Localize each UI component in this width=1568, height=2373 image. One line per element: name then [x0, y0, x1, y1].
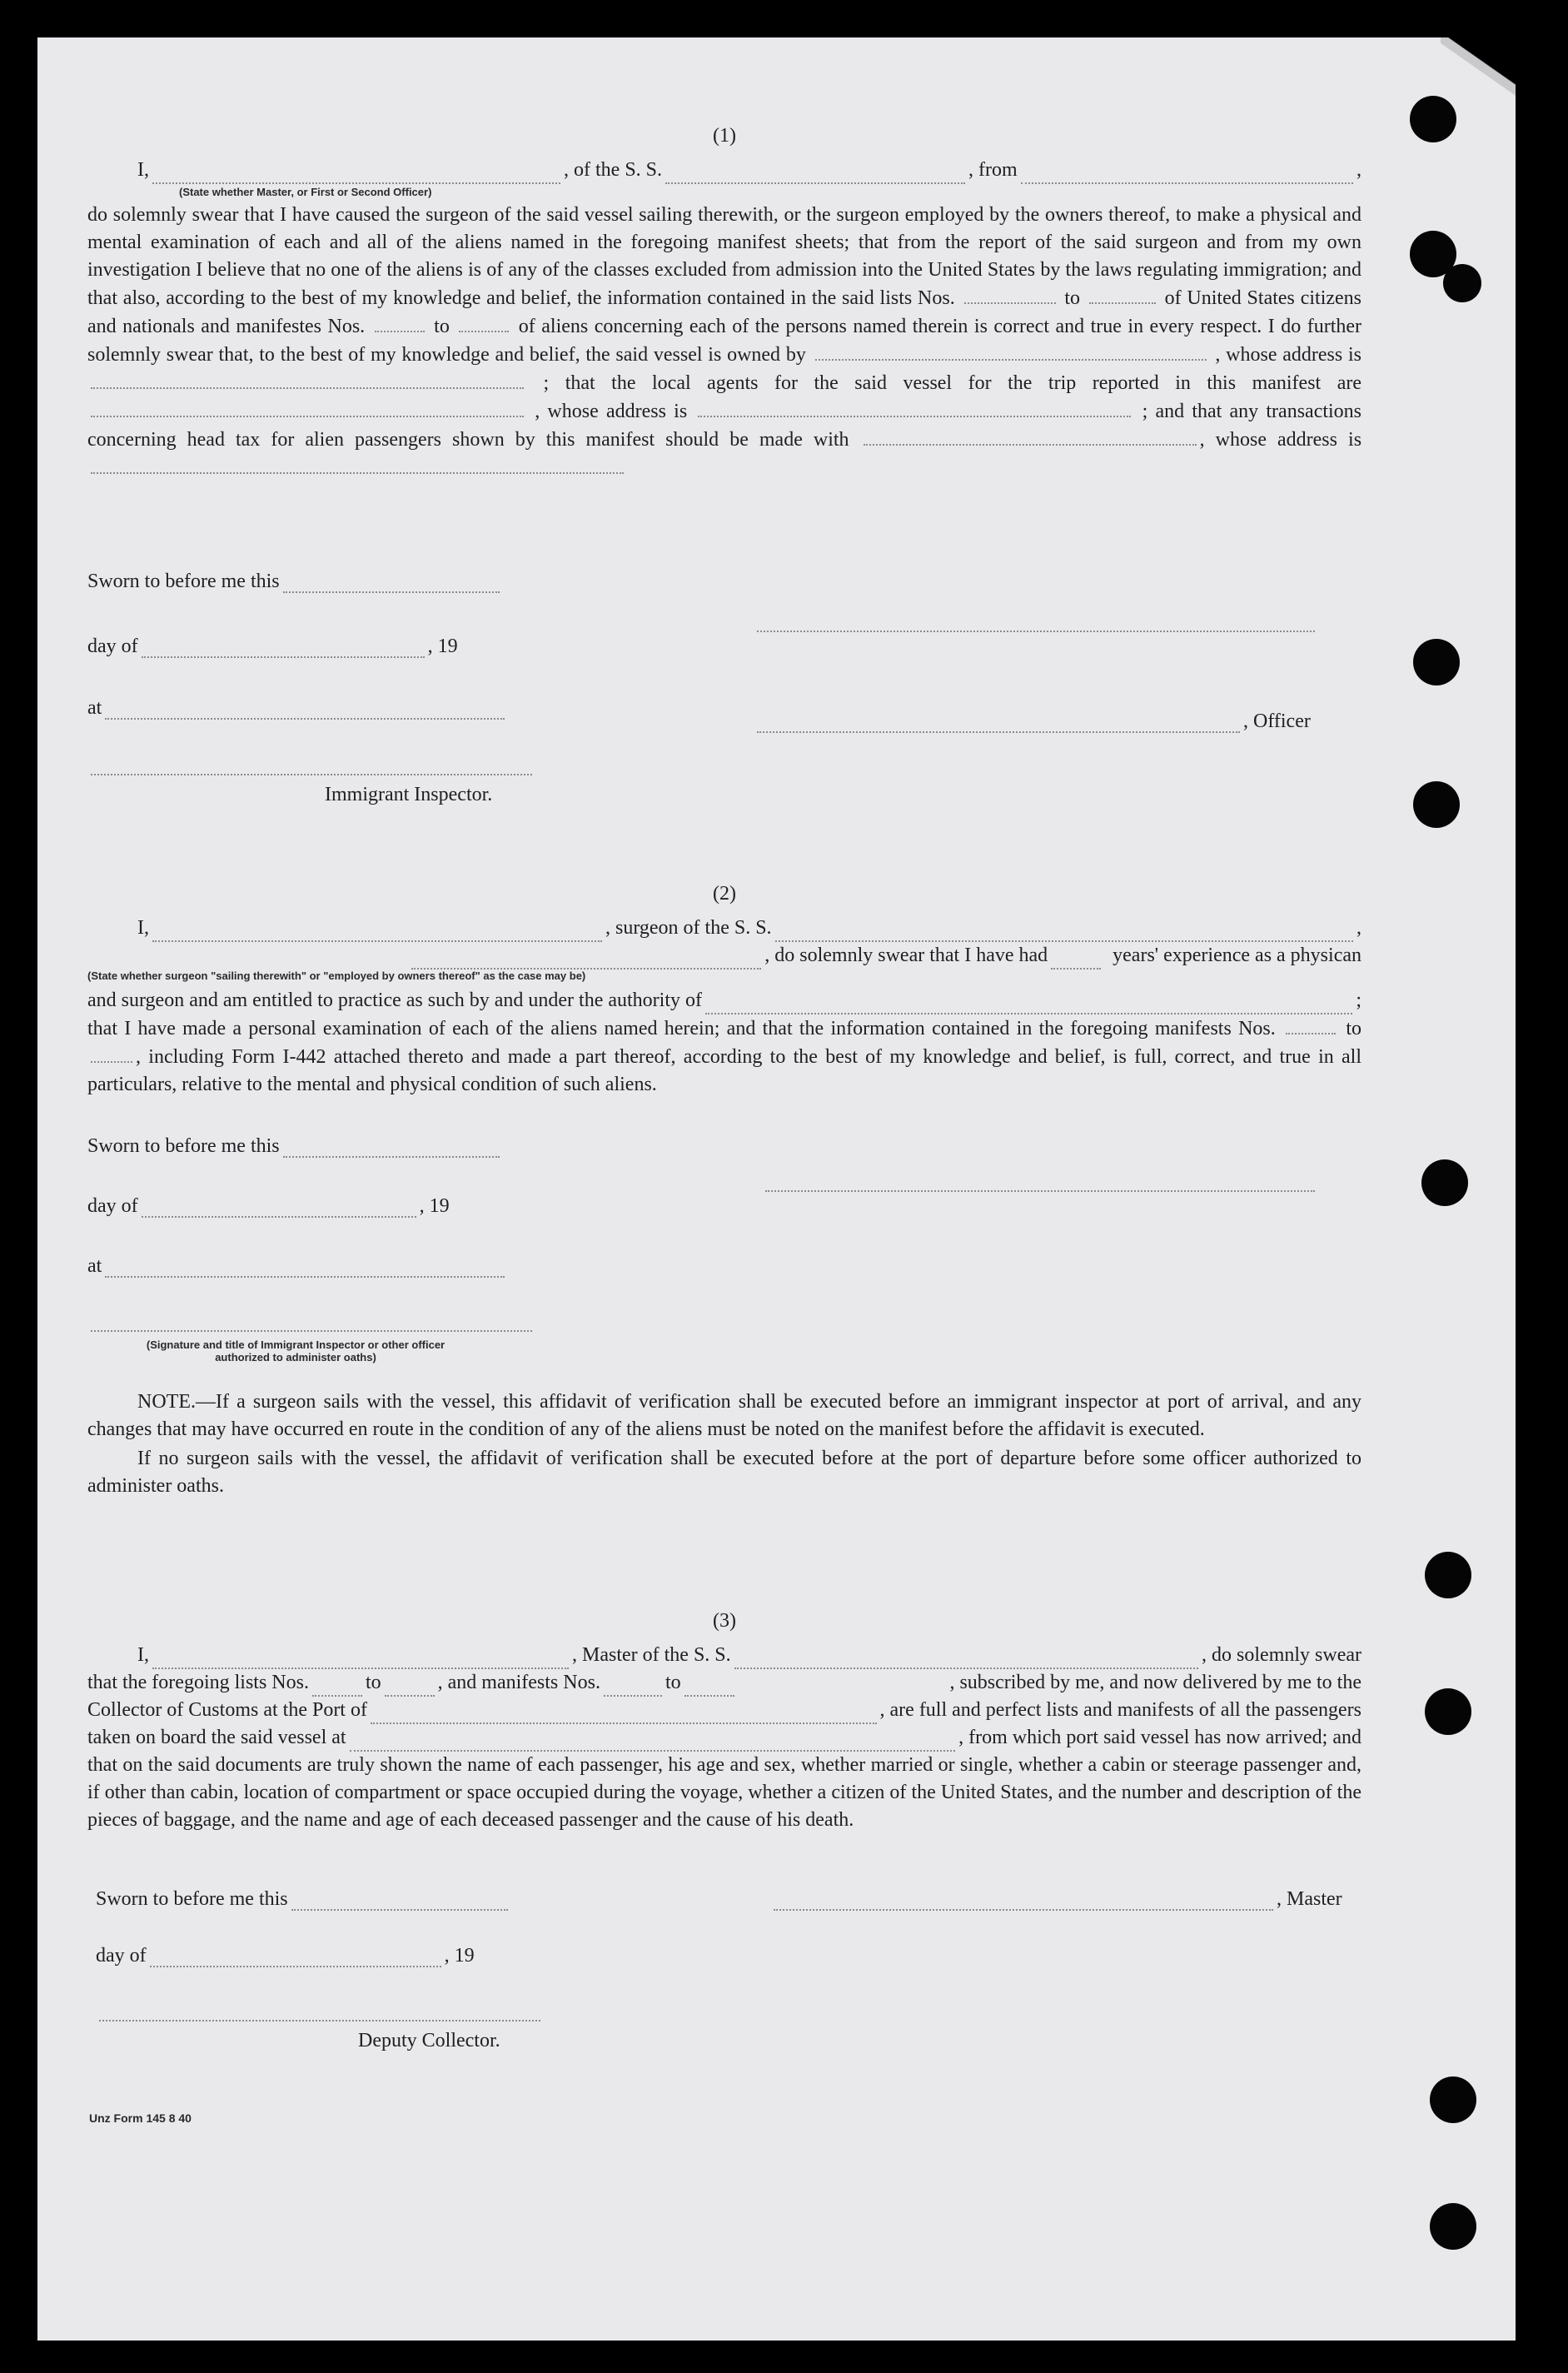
lists-line: that the foregoing lists Nos. to , and manifests Nos. to , subscribed by me, and now delivered by me to the: [87, 1669, 1361, 1697]
years-field[interactable]: [1051, 950, 1101, 970]
inspector-sig-field[interactable]: [91, 755, 532, 775]
signature-field[interactable]: [757, 612, 1315, 632]
surgeon-signature-field[interactable]: [765, 1172, 1315, 1192]
inspector-sig-field[interactable]: [91, 1312, 532, 1332]
lists-to-field[interactable]: [385, 1677, 435, 1697]
lists-from-field[interactable]: [964, 284, 1056, 304]
label: ,: [1356, 159, 1361, 181]
port-field[interactable]: [371, 1704, 877, 1724]
departure-port-field[interactable]: [350, 1732, 956, 1752]
binder-hole: [1443, 264, 1481, 302]
role-note: (State whether surgeon "sailing therewith" or "employed by owners thereof" as the case may be): [87, 970, 586, 982]
inspector-sig-line: [87, 755, 535, 775]
surgeon-signature-line: [762, 1172, 1318, 1192]
owner-field[interactable]: [815, 341, 1207, 361]
surgeon-line: I, , surgeon of the S. S. ,: [87, 915, 1361, 942]
section-2-affidavit-surgeon: [87, 880, 1361, 1099]
master-name-field[interactable]: [152, 1649, 569, 1669]
note-paragraph: If no surgeon sails with the vessel, the affidavit of verification shall be executed before at the port of departure before some officer authorized to administer oaths.: [87, 1448, 1361, 1497]
vessel-field[interactable]: [734, 1649, 1198, 1669]
note-block: [87, 1388, 1361, 1500]
sworn-line-3: Sworn to before me this: [96, 1888, 511, 1911]
officer-line: , Officer: [754, 710, 1311, 733]
deputy-title: Deputy Collector.: [358, 2030, 500, 2051]
signature-note: (Signature and title of Immigrant Inspector or other officer authorized to administer oaths): [146, 1339, 446, 1363]
master-signature-line: , Master: [770, 1888, 1342, 1911]
place-field[interactable]: [105, 1258, 505, 1278]
taken-line: taken on board the said vessel at , from which port said vessel has now arrived; and: [87, 1724, 1361, 1752]
experience-line: , do solemnly swear that I have had years' experience as a physican: [87, 942, 1361, 970]
master-line: I, , Master of the S. S. , do solemnly swear: [87, 1642, 1361, 1669]
binder-hole: [1421, 1159, 1468, 1206]
binder-hole: [1430, 2203, 1476, 2250]
paragraph: that on the said documents are truly shown the name of each passenger, his age and sex, whether married or single, whether a cabin or steerage passenger and, if other than cabin, location of compartment or space occupied during the voyage, whether a citizen of the United States, and the number and description of the pieces of baggage, and the name and age of each deceased passenger and the cause of his death.: [87, 1754, 1361, 1831]
binder-hole: [1425, 1688, 1471, 1735]
master-line: [87, 157, 1361, 184]
form-number: Unz Form 145 8 40: [89, 2111, 192, 2125]
torn-corner: [1441, 37, 1516, 96]
binder-hole: [1410, 96, 1456, 142]
name-field[interactable]: [152, 164, 560, 184]
binder-hole: [1425, 1552, 1471, 1598]
sworn-line-2: Sworn to before me this: [87, 1135, 503, 1158]
signature-line: [754, 612, 1318, 632]
section-number: (1): [713, 125, 736, 147]
deputy-sig-line: [96, 2002, 544, 2022]
binder-hole: [1413, 639, 1460, 685]
master-signature-field[interactable]: [774, 1891, 1273, 1911]
binder-hole: [1413, 781, 1460, 828]
month-field[interactable]: [142, 1198, 416, 1218]
surgeon-type-field[interactable]: [411, 950, 761, 970]
authority-line: and surgeon and am entitled to practice as such by and under the authority of ;: [87, 987, 1361, 1015]
inspector-sig-line-2: [87, 1312, 535, 1332]
section-number: (3): [713, 1610, 736, 1632]
day-of-line-1: day of , 19: [87, 636, 458, 657]
month-field[interactable]: [142, 638, 425, 658]
binder-hole: [1430, 2076, 1476, 2123]
head-tax-address-field[interactable]: [91, 454, 624, 474]
note-paragraph: NOTE.—If a surgeon sails with the vessel, this affidavit of verification shall be executed before an immigrant inspector at port of arrival, and any changes that may have occurred en route in the condition of any of the aliens must be noted on the manifest before the affidavit is executed.: [87, 1391, 1361, 1440]
manifest-back-page: [37, 37, 1516, 2341]
from-port-field[interactable]: [1021, 164, 1353, 184]
surgeon-name-field[interactable]: [152, 922, 602, 942]
sworn-day-field[interactable]: [291, 1891, 508, 1911]
owner-address-field[interactable]: [91, 369, 524, 389]
deputy-sig-field[interactable]: [99, 2002, 540, 2022]
head-tax-party-field[interactable]: [864, 426, 1197, 446]
label: , of the S. S.: [564, 159, 663, 181]
manifests-from-field[interactable]: [375, 312, 425, 332]
day-of-line-2: day of , 19: [87, 1195, 450, 1217]
manifests-to-field[interactable]: [684, 1677, 734, 1697]
lists-to-field[interactable]: [1089, 284, 1156, 304]
vessel-field[interactable]: [665, 164, 965, 184]
sworn-day-field[interactable]: [283, 573, 500, 593]
at-line-2: at: [87, 1255, 508, 1278]
paragraph: do solemnly swear that I have caused the surgeon of the said vessel sailing therewith, or the surgeon employed by the owners thereof, to make a physical and mental examination of each and all of the aliens named in the foregoing manifest sheets; that from the report of the said surgeon and from my own investigation I believe that no one of the aliens is of any of the classes excluded from admission into the United States by the laws regulating immigration; and that also, according to the best of my knowledge and belief, the information contained in the said lists Nos. to of United States citizens and nationals and manifestes Nos. to of aliens concerning each of the persons named therein is correct and true in every respect. I do further solemnly swear that, to the best of my knowledge and belief, the said vessel is owned by , whose address is ; that the local agents for the said vessel for the trip reported in this manifest are , whose address is ; and that any transactions concerning head tax for alien passengers shown by this manifest should be made with , whose address is: [87, 202, 1361, 482]
agents-field[interactable]: [91, 397, 524, 417]
sworn-day-field[interactable]: [283, 1138, 500, 1158]
agents-address-field[interactable]: [698, 397, 1131, 417]
label: I,: [137, 159, 149, 181]
at-line-1: at: [87, 697, 508, 720]
authority-field[interactable]: [705, 995, 1352, 1015]
sworn-line-1: Sworn to before me this: [87, 571, 503, 593]
section-number: (2): [713, 883, 736, 905]
day-of-line-3: day of , 19: [96, 1945, 475, 1967]
section-3-affidavit-master: [87, 1608, 1361, 1834]
surgeon-vessel-field[interactable]: [775, 922, 1353, 942]
manifests-to-field[interactable]: [459, 312, 509, 332]
manifest-to-field[interactable]: [91, 1043, 132, 1063]
inspector-title: Immigrant Inspector.: [325, 784, 493, 805]
role-note: (State whether Master, or First or Second Officer): [179, 186, 432, 198]
place-field[interactable]: [105, 700, 505, 720]
lists-from-field[interactable]: [312, 1677, 362, 1697]
officer-field[interactable]: [757, 713, 1240, 733]
month-field[interactable]: [150, 1947, 441, 1967]
label: , from: [968, 159, 1018, 181]
collector-line: Collector of Customs at the Port of , are full and perfect lists and manifests of all the passengers: [87, 1697, 1361, 1724]
manifest-from-field[interactable]: [1286, 1015, 1336, 1034]
paragraph: that I have made a personal examination of each of the aliens named herein; and that the information contained in the foregoing manifests Nos. to , including Form I-442 attached thereto and made a part thereof, according to the best of my knowledge and belief, is full, correct, and true in all particulars, relative to the mental and physical condition of such aliens.: [87, 1015, 1361, 1099]
manifests-from-field[interactable]: [604, 1677, 662, 1697]
section-1-affidavit-master: [87, 122, 1361, 482]
